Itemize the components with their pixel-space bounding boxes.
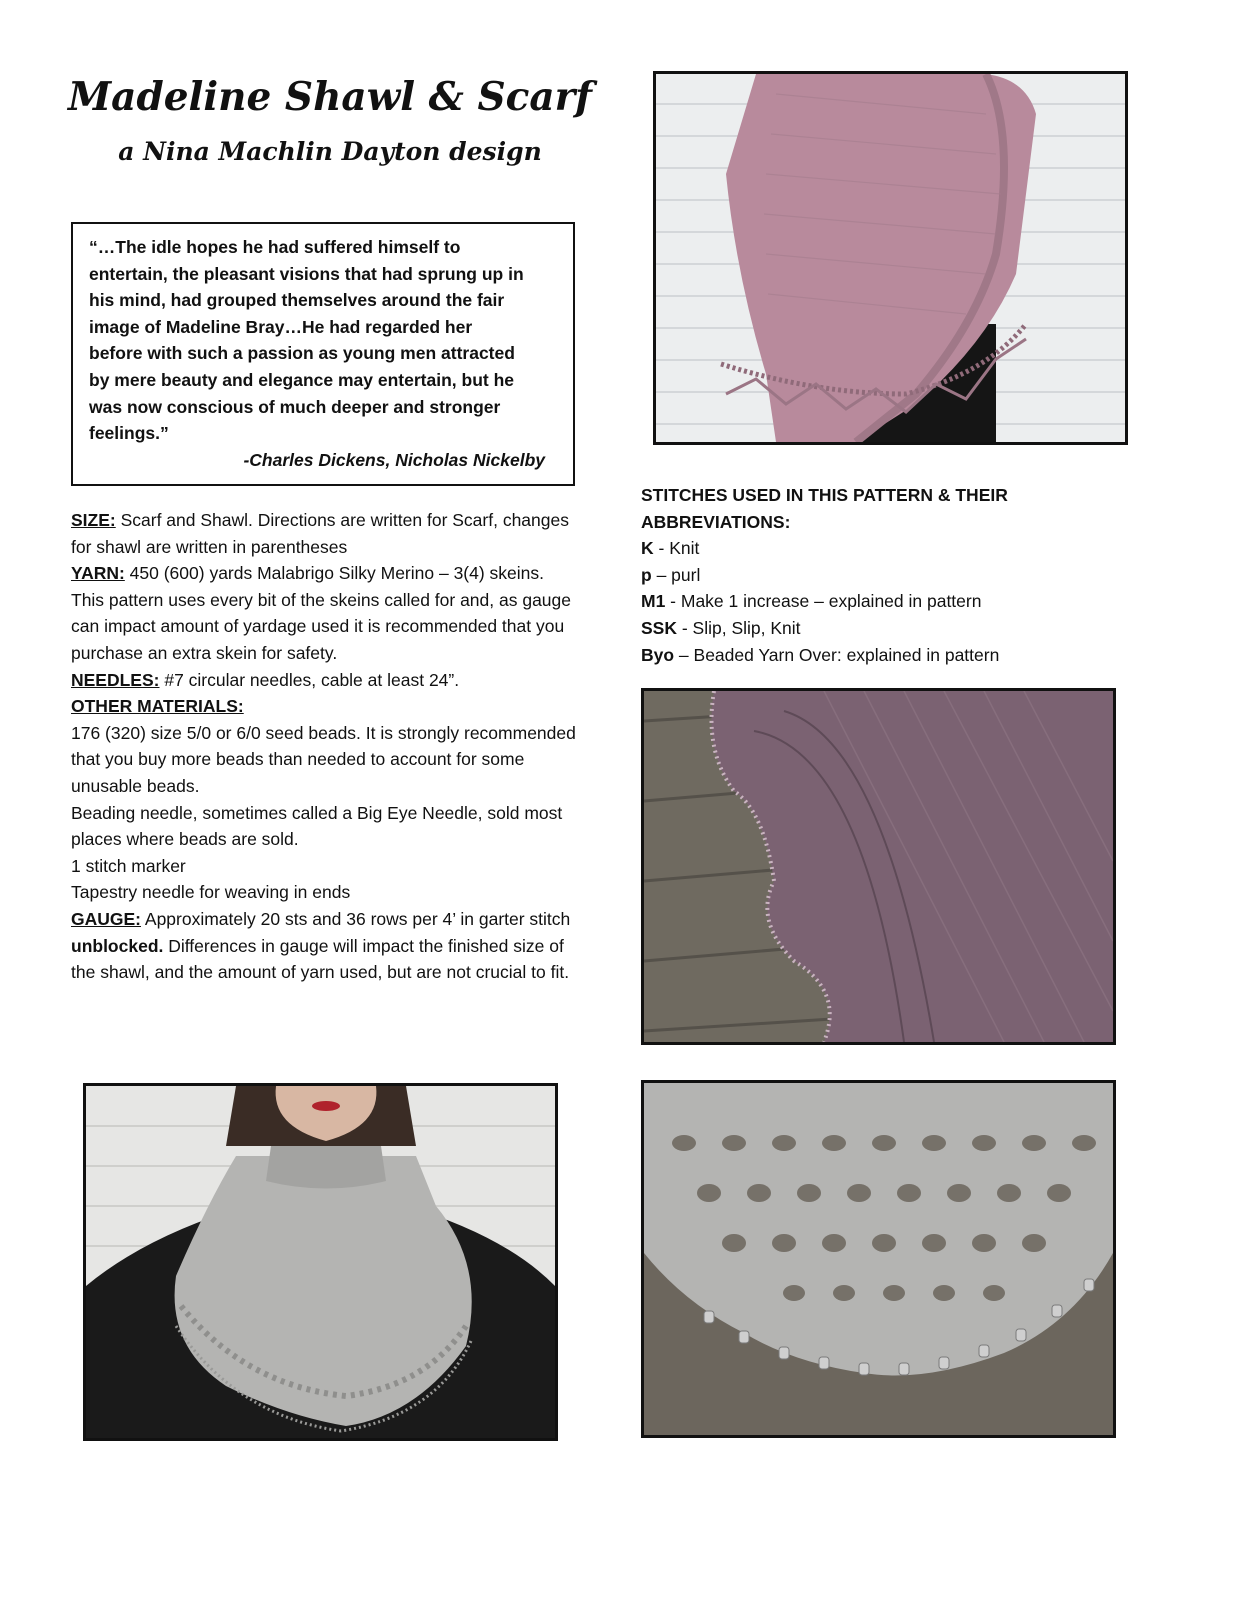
stitch-abbr: K <box>641 538 654 559</box>
beading-needle-text: Beading needle, sometimes called a Big Eye Needle, sold most places where beads are sold. <box>71 802 563 850</box>
size-spec <box>71 507 581 560</box>
scarf-worn-photo <box>83 1083 558 1441</box>
stitch-item <box>641 535 1111 562</box>
shawl-back-photo <box>653 71 1128 445</box>
gauge-unblocked: unblocked. <box>71 935 164 956</box>
quote-box <box>71 222 575 486</box>
stitch-desc: - Make 1 increase – explained in pattern <box>665 591 982 612</box>
shawl-edge-closeup-photo <box>641 688 1116 1045</box>
designer-subtitle: a Nina Machlin Dayton design <box>118 137 542 166</box>
stitch-abbr: p <box>641 564 652 585</box>
stitch-item <box>641 642 1111 669</box>
stitch-item <box>641 615 1111 642</box>
stitch-desc: – purl <box>651 564 701 585</box>
lace-beads-image <box>644 1083 1113 1435</box>
stitch-abbr: Byo <box>641 644 675 665</box>
yarn-label: YARN: <box>71 563 125 584</box>
size-label: SIZE: <box>71 510 116 530</box>
shawl-back-image <box>656 74 1125 442</box>
quote-line: was now conscious of much deeper and stronger <box>89 396 501 417</box>
quote-line: feelings.” <box>89 423 169 444</box>
pattern-title: Madeline Shawl & Scarf <box>68 74 592 120</box>
other-materials-heading <box>71 693 581 720</box>
yarn-text: 450 (600) yards Malabrigo Silky Merino – 3(4) skeins. This pattern uses every bit of the skeins called for and, as gauge can impact amount of yardage used it is recommended that you purchase an extra skein for safety. <box>71 563 572 663</box>
gauge-text-1: Approximately 20 sts and 36 rows per 4’ in garter stitch <box>141 908 571 929</box>
stitches-heading: STITCHES USED IN THIS PATTERN & THEIR <box>641 485 1008 505</box>
yarn-spec <box>71 560 581 666</box>
stitch-item <box>641 562 1111 589</box>
stitch-item <box>641 588 1111 615</box>
stitch-abbreviations <box>641 482 1111 668</box>
needles-text: #7 circular needles, cable at least 24”. <box>159 669 460 690</box>
stitch-desc: - Slip, Slip, Knit <box>676 617 801 638</box>
stitch-desc: - Knit <box>653 538 700 559</box>
shawl-edge-image <box>644 691 1113 1042</box>
needles-spec <box>71 667 581 694</box>
size-text: Scarf and Shawl. Directions are written for Scarf, changes for shawl are written in parentheses <box>71 510 569 557</box>
quote-text <box>89 234 559 447</box>
quote-line: image of Madeline Bray…He had regarded her <box>89 316 473 337</box>
stitch-abbr: M1 <box>641 591 666 612</box>
beads-text: 176 (320) size 5/0 or 6/0 seed beads. It is strongly recommended that you buy more beads than needed to account for some unusable beads. <box>71 722 576 796</box>
gauge-label: GAUGE: <box>71 908 141 929</box>
needles-label: NEEDLES: <box>71 669 160 690</box>
quote-line: entertain, the pleasant visions that had sprung up in <box>89 263 524 284</box>
gauge-text-2: Differences in gauge will impact the finished size of the shawl, and the amount of yarn used, but are not crucial to fit. <box>71 935 570 983</box>
stitch-abbr: SSK <box>641 617 677 638</box>
quote-line: before with such a passion as young men attracted <box>89 343 515 364</box>
stitch-desc: – Beaded Yarn Over: explained in pattern <box>674 644 1000 665</box>
stitch-marker-text: 1 stitch marker <box>71 855 186 876</box>
stitches-heading-2: ABBREVIATIONS: <box>641 511 791 532</box>
quote-attribution: -Charles Dickens, Nicholas Nickelby <box>243 449 545 470</box>
other-materials-label: OTHER MATERIALS: <box>71 696 244 717</box>
pattern-specs <box>71 507 581 986</box>
gauge-spec <box>71 906 581 986</box>
lace-beads-closeup-photo <box>641 1080 1116 1438</box>
quote-line: by mere beauty and elegance may entertain, but he <box>89 369 514 390</box>
quote-line: “…The idle hopes he had suffered himself to <box>89 237 461 257</box>
tapestry-needle-text: Tapestry needle for weaving in ends <box>71 882 351 903</box>
scarf-worn-image <box>86 1086 555 1438</box>
quote-line: his mind, had grouped themselves around the fair <box>89 290 505 311</box>
